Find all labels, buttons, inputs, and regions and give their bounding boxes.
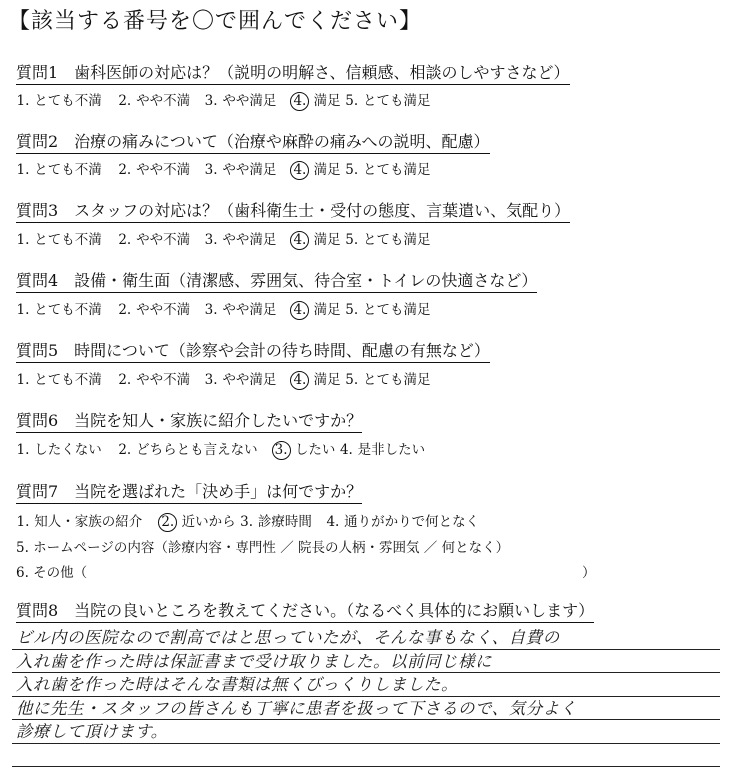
option-text: 満足	[309, 93, 340, 109]
option-text: 満足	[309, 372, 340, 388]
question-6-label: 質問6 当院を知人・家族に紹介したいですか？	[16, 408, 362, 433]
option-text: 是非したい	[353, 442, 425, 458]
question-6-option-4[interactable]	[339, 438, 425, 458]
option-text: とても満足	[359, 162, 431, 178]
option-text: やや不満	[132, 232, 190, 248]
question-8-label: 質問8 当院の良いところを教えてください。（なるべく具体的にお願いします）	[16, 598, 594, 623]
question-3-option-2[interactable]	[118, 228, 190, 248]
question-6-option-1[interactable]	[16, 438, 102, 458]
question-3-option-4-selected[interactable]	[290, 228, 340, 250]
question-2-options	[16, 158, 444, 180]
question-4-option-4-selected[interactable]	[290, 298, 340, 320]
question-1-label: 質問1 歯科医師の対応は？（説明の明解さ、信頼感、相談のしやすさなど）	[16, 60, 570, 85]
option-number: 2.	[118, 93, 132, 109]
selected-circle-mark: 4.	[290, 371, 309, 390]
selected-circle-mark: 4.	[290, 301, 309, 320]
option-number: 5.	[345, 372, 359, 388]
option-text: とても不満	[30, 93, 102, 109]
option-text: やや不満	[132, 93, 190, 109]
option-text: 通りがかりで何となく	[340, 514, 479, 530]
option-text: 診療時間	[254, 514, 312, 530]
question-2-option-5[interactable]	[345, 158, 431, 178]
option-number: 2.	[118, 442, 132, 458]
question-1-option-3[interactable]	[204, 89, 276, 109]
question-7-option-2-selected[interactable]	[158, 510, 235, 532]
question-3-options	[16, 228, 444, 250]
option-number: 5.	[345, 302, 359, 318]
option-number: 1.	[16, 93, 30, 109]
option-number: 3.	[204, 232, 218, 248]
option-number: 3.	[204, 93, 218, 109]
option-text: 知人・家族の紹介	[30, 514, 142, 530]
selected-circle-mark: 3.	[272, 441, 291, 460]
question-5-option-1[interactable]	[16, 368, 102, 388]
question-3-option-3[interactable]	[204, 228, 276, 248]
handwritten-line-2: 入れ歯を作った時は保証書まで受け取りました。以前同じ様に	[12, 650, 720, 674]
option-text: やや不満	[132, 372, 190, 388]
option-number: 2.	[118, 232, 132, 248]
question-2-option-4-selected[interactable]	[290, 158, 340, 180]
option-number: 3.	[204, 372, 218, 388]
question-7-option-5[interactable]: 5. ホームページの内容（診療内容・専門性 ／ 院長の人柄・雰囲気 ／ 何となく）	[16, 536, 509, 556]
option-number: 1.	[16, 442, 30, 458]
question-1-option-2[interactable]	[118, 89, 190, 109]
question-6-option-3-selected[interactable]	[272, 438, 336, 460]
option-number: 3.	[204, 302, 218, 318]
option-number: 1.	[16, 514, 30, 530]
option-text: やや満足	[218, 93, 276, 109]
selected-circle-mark: 4.	[290, 92, 309, 111]
question-7-options	[16, 510, 493, 532]
question-3-option-1[interactable]	[16, 228, 102, 248]
option-number: 2.	[118, 162, 132, 178]
option-text: とても満足	[359, 93, 431, 109]
option-text: どちらとも言えない	[132, 442, 258, 458]
option-text: とても満足	[359, 372, 431, 388]
option-number: 1.	[16, 162, 30, 178]
option-number: 5.	[345, 232, 359, 248]
question-3-label: 質問3 スタッフの対応は？（歯科衛生士・受付の態度、言葉遣い、気配り）	[16, 198, 570, 223]
option-text: とても満足	[359, 232, 431, 248]
handwritten-line-1: ビル内の医院なので割高ではと思っていたが、そんな事もなく、自費の	[12, 626, 720, 650]
question-7-label: 質問7 当院を選ばれた「決め手」は何ですか？	[16, 479, 362, 504]
question-5-options	[16, 368, 444, 390]
option-text: やや満足	[218, 232, 276, 248]
option-text: したい	[291, 442, 336, 458]
option-text: 満足	[309, 302, 340, 318]
selected-circle-mark: 4.	[290, 231, 309, 250]
question-4-options	[16, 298, 444, 320]
handwritten-line-3: 入れ歯を作った時はそんな書類は無くびっくりしました。	[12, 673, 720, 697]
selected-circle-mark: 4.	[290, 161, 309, 180]
option-text: やや満足	[218, 162, 276, 178]
question-5-option-4-selected[interactable]	[290, 368, 340, 390]
option-number: 4.	[339, 442, 353, 458]
option-text: とても満足	[359, 302, 431, 318]
question-3-option-5[interactable]	[345, 228, 431, 248]
option-number: 5.	[345, 93, 359, 109]
question-5-option-3[interactable]	[204, 368, 276, 388]
question-4-option-5[interactable]	[345, 298, 431, 318]
option-text: 満足	[309, 162, 340, 178]
question-7-option-6-close-paren: ）	[582, 561, 596, 581]
option-text: とても不満	[30, 162, 102, 178]
handwritten-line-4: 他に先生・スタッフの皆さんも丁寧に患者を扱って下さるので、気分よく	[12, 697, 720, 721]
question-1-option-4-selected[interactable]	[290, 89, 340, 111]
question-2-option-1[interactable]	[16, 158, 102, 178]
question-4-option-1[interactable]	[16, 298, 102, 318]
option-number: 2.	[118, 372, 132, 388]
option-text: 満足	[309, 232, 340, 248]
option-number: 2.	[118, 302, 132, 318]
question-4-label: 質問4 設備・衛生面（清潔感、雰囲気、待合室・トイレの快適さなど）	[16, 268, 537, 293]
option-number: 1.	[16, 372, 30, 388]
option-number: 3.	[204, 162, 218, 178]
option-number: 1.	[16, 302, 30, 318]
selected-circle-mark: 2.	[158, 513, 177, 532]
question-4-option-3[interactable]	[204, 298, 276, 318]
question-2-option-3[interactable]	[204, 158, 276, 178]
question-2-option-2[interactable]	[118, 158, 190, 178]
option-number: 4.	[326, 514, 340, 530]
option-number: 5.	[345, 162, 359, 178]
option-text: やや不満	[132, 302, 190, 318]
question-1-option-1[interactable]	[16, 89, 102, 109]
question-2-label: 質問2 治療の痛みについて（治療や麻酔の痛みへの説明、配慮）	[16, 129, 490, 154]
question-5-label: 質問5 時間について（診察や会計の待ち時間、配慮の有無など）	[16, 338, 490, 363]
option-number: 3.	[240, 514, 254, 530]
question-6-options	[16, 438, 439, 460]
question-5-option-5[interactable]	[345, 368, 431, 388]
question-5-option-2[interactable]	[118, 368, 190, 388]
question-7-option-6[interactable]: 6. その他（	[16, 561, 87, 581]
question-7-option-1[interactable]	[16, 510, 142, 530]
option-text: とても不満	[30, 302, 102, 318]
option-text: 近いから	[177, 514, 235, 530]
option-number: 1.	[16, 232, 30, 248]
option-text: やや不満	[132, 162, 190, 178]
handwritten-line-5: 診療して頂けます。	[12, 720, 720, 744]
option-text: とても不満	[30, 232, 102, 248]
option-text: やや満足	[218, 302, 276, 318]
question-6-option-2[interactable]	[118, 438, 258, 458]
page-title: 【該当する番号を〇で囲んでください】	[8, 4, 422, 35]
option-text: やや満足	[218, 372, 276, 388]
question-1-options	[16, 89, 444, 111]
handwritten-line-6	[12, 744, 720, 767]
question-4-option-2[interactable]	[118, 298, 190, 318]
handwritten-answer-area[interactable]	[12, 626, 720, 767]
question-7-option-3[interactable]	[240, 510, 312, 530]
question-1-option-5[interactable]	[345, 89, 431, 109]
question-7-option-4[interactable]	[326, 510, 479, 530]
option-text: とても不満	[30, 372, 102, 388]
option-text: したくない	[30, 442, 102, 458]
